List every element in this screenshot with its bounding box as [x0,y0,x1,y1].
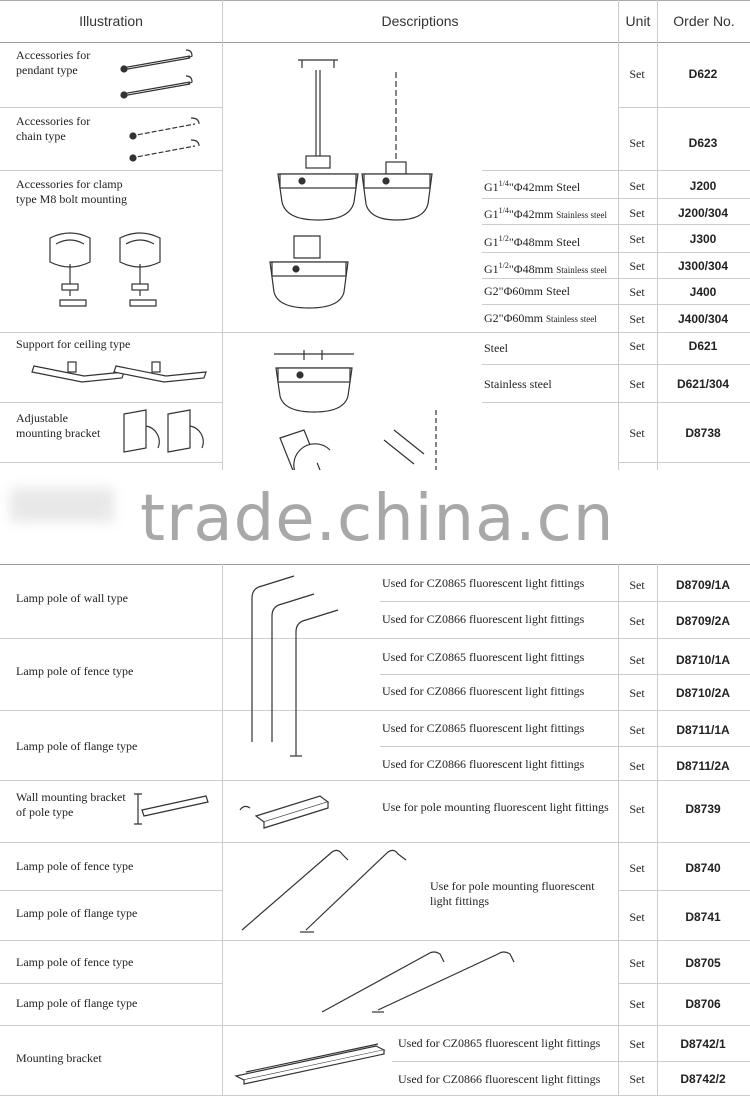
row-label-chain: Accessories for chain type [16,114,91,143]
clamp-desc: $G1^{1/4}"\Phi 42mm$ Stainless steel [484,206,607,221]
order-d8738: D8738 [685,426,721,440]
ceiling-support-illustration [32,358,217,388]
unit-d8741: Set [629,910,645,924]
row-label-clamp: Accessories for clamp type M8 bolt mounting [16,177,127,206]
pole-label-fence: Lamp pole of fence type [16,664,134,678]
unit-d8705: Set [629,956,645,970]
unit-j300: Set [629,232,645,246]
pole-desc: Used for CZ0866 fluorescent light fittings [382,757,585,771]
clamp-desc: $G1^{1/2}"\Phi 48mm$ Stainless steel [484,261,607,276]
unit-d8710-1a: Set [629,653,645,667]
order-d8710-2a: D8710/2A [675,686,731,700]
clamp-desc: G2"Φ60mm Stainless steel [484,311,597,325]
clamp-desc: $G1^{1/4}"\Phi 42mm$ Steel [484,179,581,194]
fence-flange-poles-illustration [240,846,420,938]
order-d8705: D8705 [685,956,721,970]
row-label-pendant: Accessories for pendant type [16,48,91,77]
unit-d8710-2a: Set [629,686,645,700]
wall-bracket-desc: Use for pole mounting fluorescent light fittings [382,800,609,814]
clamp-desc: $G1^{1/2}"\Phi 48mm$ Steel [484,234,581,249]
unit-d8709-2a: Set [629,614,645,628]
unit-j200-304: Set [629,206,645,220]
clamp-lamp-illustration [266,232,356,322]
row-label-adjustable-bracket: Adjustable mounting bracket [16,411,101,440]
order-d8742-1: D8742/1 [680,1037,726,1051]
order-d8706: D8706 [685,997,721,1011]
unit-j200: Set [629,179,645,193]
ceiling-desc-stainless: Stainless steel [484,377,552,391]
watermark-blur [10,488,114,522]
pole-desc: Used for CZ0865 fluorescent light fittings [382,721,585,735]
pole-mount-fitting-illustration [236,790,356,832]
order-d8742-2: D8742/2 [680,1072,726,1086]
header-unit: Unit [625,13,651,29]
unit-d623: Set [629,136,645,150]
header-descriptions: Descriptions [381,13,459,29]
order-d8739: D8739 [685,802,721,816]
pole-label-flange: Lamp pole of flange type [16,739,138,753]
order-j300-304: J300/304 [677,259,729,273]
unit-d8706: Set [629,997,645,1011]
row-label-ceiling: Support for ceiling type [16,337,131,351]
header-order-no: Order No. [673,13,735,29]
chain-illustration [125,110,215,166]
unit-d8738: Set [629,426,645,440]
watermark-band [0,470,750,562]
unit-j400-304: Set [629,312,645,326]
bracket-lamp-illustration [270,410,450,470]
order-d622: D622 [688,67,718,81]
order-j400: J400 [689,285,717,299]
order-d621: D621 [688,339,718,353]
pole-pair1-label-fence: Lamp pole of fence type [16,859,134,873]
pole-pair2-label-fence: Lamp pole of fence type [16,955,134,969]
pole-pair2-label-flange: Lamp pole of flange type [16,996,138,1010]
chain-lamp-illustration [356,70,446,230]
header-illustration: Illustration [79,13,143,29]
order-j200: J200 [689,179,717,193]
unit-d8709-1a: Set [629,578,645,592]
unit-d622: Set [629,67,645,81]
order-d8709-1a: D8709/1A [675,578,731,592]
order-j300: J300 [689,232,717,246]
mount-bracket-desc: Used for CZ0865 fluorescent light fittings [398,1036,601,1050]
fence-flange-poles-2-illustration [318,948,526,1016]
unit-d8739: Set [629,802,645,816]
order-d8711-2a: D8711/2A [676,759,730,773]
unit-d8740: Set [629,861,645,875]
clamp-desc: G2"Φ60mm Steel [484,284,571,298]
unit-j400: Set [629,285,645,299]
pendant-rod-illustration [112,46,202,106]
order-d8740: D8740 [685,861,721,875]
unit-j300-304: Set [629,259,645,273]
order-d8710-1a: D8710/1A [675,653,731,667]
unit-d8711-2a: Set [629,759,645,773]
ceiling-desc-steel: Steel [484,341,508,355]
order-j400-304: J400/304 [677,312,729,326]
watermark-text: trade.china.cn [140,482,615,556]
mounting-bracket-rail-illustration [232,1036,388,1088]
mount-bracket-desc: Used for CZ0866 fluorescent light fittings [398,1072,601,1086]
wall-bracket-illustration [124,790,214,830]
wall-bracket-label: Wall mounting bracket of pole type [16,790,126,819]
order-d8709-2a: D8709/2A [675,614,731,628]
adjustable-bracket-illustration [120,406,220,456]
unit-d8711-1a: Set [629,723,645,737]
unit-d621-304: Set [629,377,645,391]
order-d623: D623 [688,136,718,150]
pole-desc: Used for CZ0866 fluorescent light fittings [382,684,585,698]
pole-pair1-desc: Use for pole mounting fluorescent light fittings [430,879,595,908]
unit-d8742-2: Set [629,1072,645,1086]
pole-desc: Used for CZ0865 fluorescent light fittings [382,650,585,664]
clamp-illustration [40,228,180,328]
mount-bracket-label: Mounting bracket [16,1051,102,1065]
order-d8741: D8741 [685,910,721,924]
wall-fence-flange-poles-illustration [244,572,354,762]
pole-pair1-label-flange: Lamp pole of flange type [16,906,138,920]
pole-desc: Used for CZ0866 fluorescent light fittings [382,612,585,626]
unit-d621: Set [629,339,645,353]
order-j200-304: J200/304 [677,206,729,220]
pole-desc: Used for CZ0865 fluorescent light fittings [382,576,585,590]
unit-d8742-1: Set [629,1037,645,1051]
order-d621-304: D621/304 [676,377,730,391]
pole-label-wall: Lamp pole of wall type [16,591,128,605]
order-d8711-1a: D8711/1A [676,723,730,737]
